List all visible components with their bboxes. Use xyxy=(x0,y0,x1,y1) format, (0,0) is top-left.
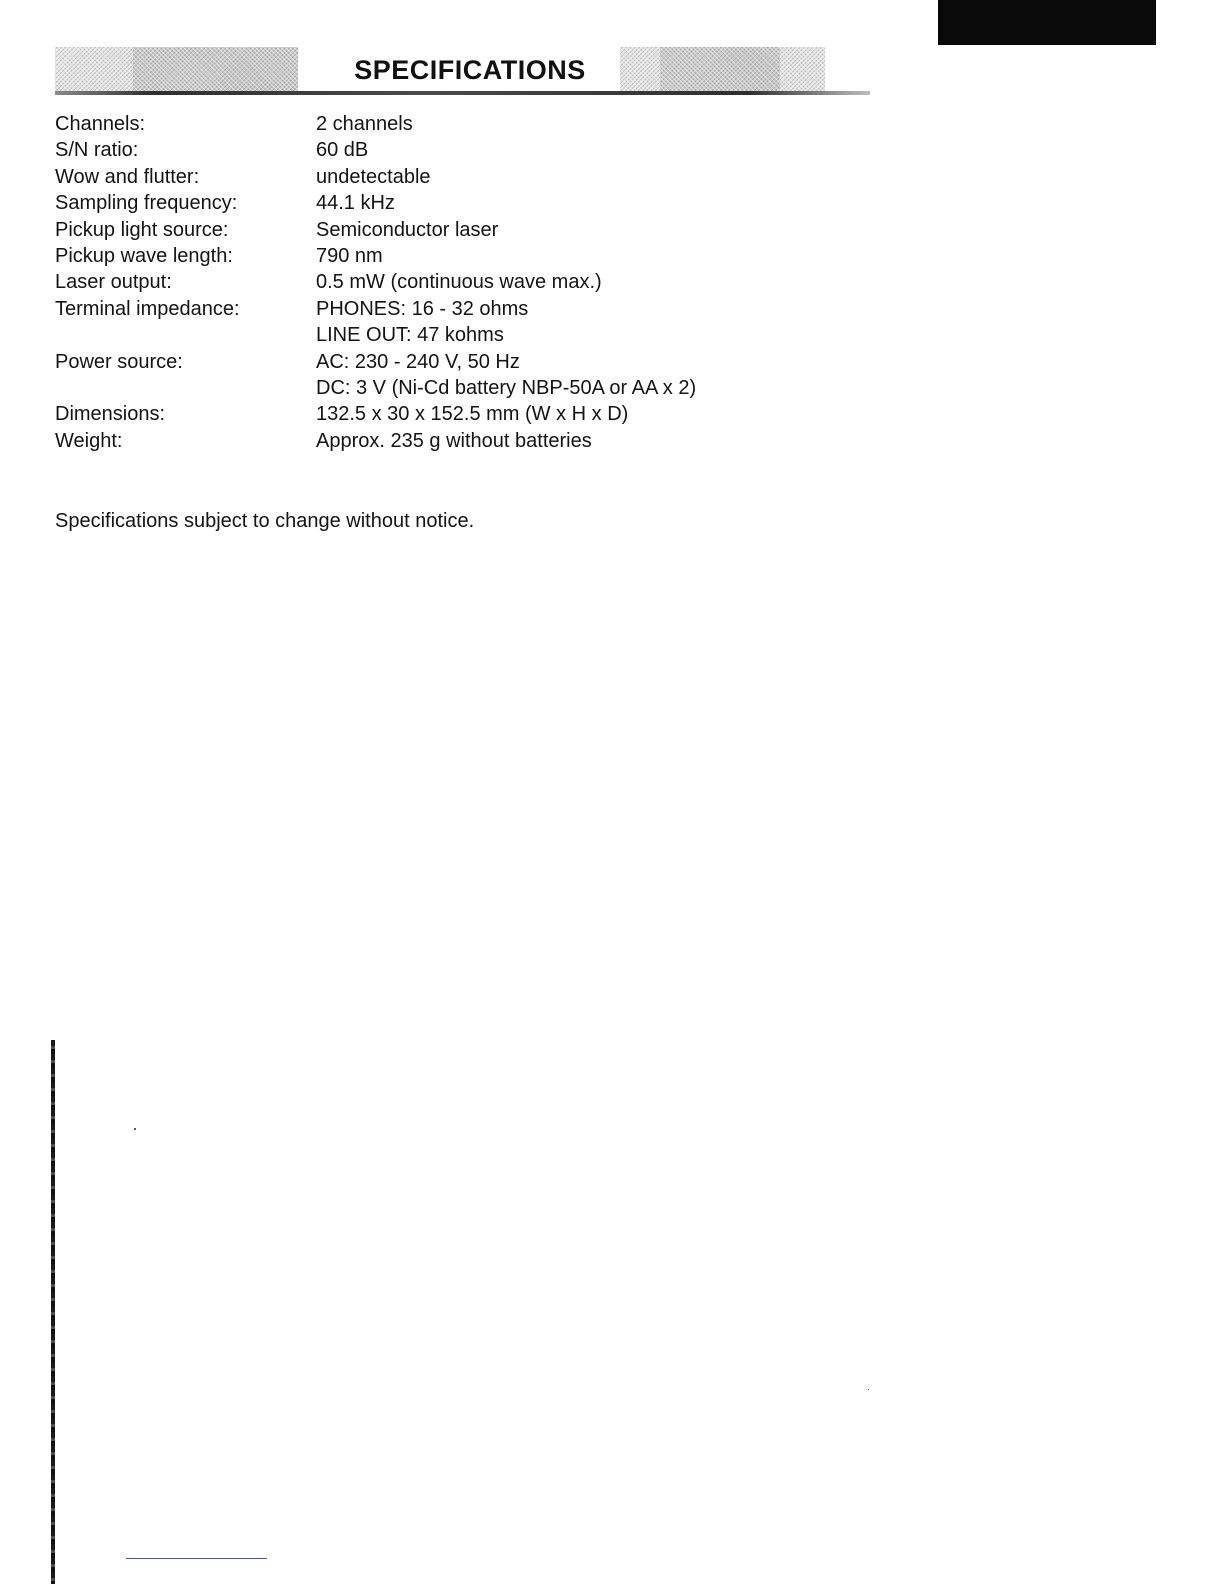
spec-value: 60 dB xyxy=(316,139,369,162)
change-notice: Specifications subject to change without notice. xyxy=(55,510,475,532)
corner-tab-block xyxy=(938,0,1156,45)
spec-values xyxy=(316,217,815,243)
spec-label: S/N ratio: xyxy=(55,139,139,162)
spec-value: AC: 230 - 240 V, 50 Hz xyxy=(316,350,520,373)
page-binding-edge xyxy=(51,1040,55,1584)
spec-row xyxy=(55,401,815,427)
spec-values xyxy=(316,190,815,216)
spec-row xyxy=(55,164,815,190)
page-title: SPECIFICATIONS xyxy=(354,55,586,85)
spec-label: Dimensions: xyxy=(55,403,166,426)
spec-row xyxy=(55,111,815,137)
scan-speck xyxy=(868,1389,869,1390)
footer-rule xyxy=(126,1558,267,1559)
spec-values xyxy=(316,164,815,190)
spec-label: Pickup light source: xyxy=(55,218,229,241)
spec-value: LINE OUT: 47 kohms xyxy=(316,324,504,347)
spec-value: DC: 3 V (Ni-Cd battery NBP-50A or AA x 2) xyxy=(316,377,697,400)
spec-label: Terminal impedance: xyxy=(55,297,240,320)
spec-row xyxy=(55,190,815,216)
spec-row xyxy=(55,349,815,402)
spec-value: 132.5 x 30 x 152.5 mm (W x H x D) xyxy=(316,403,629,426)
spec-row xyxy=(55,243,815,269)
spec-row xyxy=(55,217,815,243)
spec-label: Pickup wave length: xyxy=(55,245,233,268)
spec-value: 790 nm xyxy=(316,245,383,268)
spec-value: 2 channels xyxy=(316,113,413,135)
spec-value: 44.1 kHz xyxy=(316,192,395,215)
specifications-heading-bar xyxy=(55,45,870,97)
spec-value: PHONES: 16 - 32 ohms xyxy=(316,297,529,320)
spec-value: Approx. 235 g without batteries xyxy=(316,429,592,452)
spec-value: undetectable xyxy=(316,165,431,188)
spec-value: 0.5 mW (continuous wave max.) xyxy=(316,271,602,294)
spec-label: Weight: xyxy=(55,429,123,452)
spec-values xyxy=(316,296,815,349)
spec-values xyxy=(316,401,815,427)
spec-row xyxy=(55,296,815,349)
heading-underline-rule xyxy=(55,91,870,95)
spec-label: Laser output: xyxy=(55,271,172,294)
spec-row xyxy=(55,137,815,163)
spec-label: Sampling frequency: xyxy=(55,192,238,215)
spec-label: Channels: xyxy=(55,113,146,135)
spec-values xyxy=(316,428,815,454)
spec-row xyxy=(55,428,815,454)
spec-values xyxy=(316,349,815,402)
specifications-table xyxy=(55,111,815,454)
spec-row xyxy=(55,269,815,295)
spec-label: Wow and flutter: xyxy=(55,165,200,188)
scan-speck xyxy=(134,1128,136,1130)
spec-values xyxy=(316,137,815,163)
spec-values xyxy=(316,269,815,295)
spec-values xyxy=(316,111,815,137)
spec-value: Semiconductor laser xyxy=(316,218,499,241)
spec-label: Power source: xyxy=(55,350,183,373)
spec-values xyxy=(316,243,815,269)
